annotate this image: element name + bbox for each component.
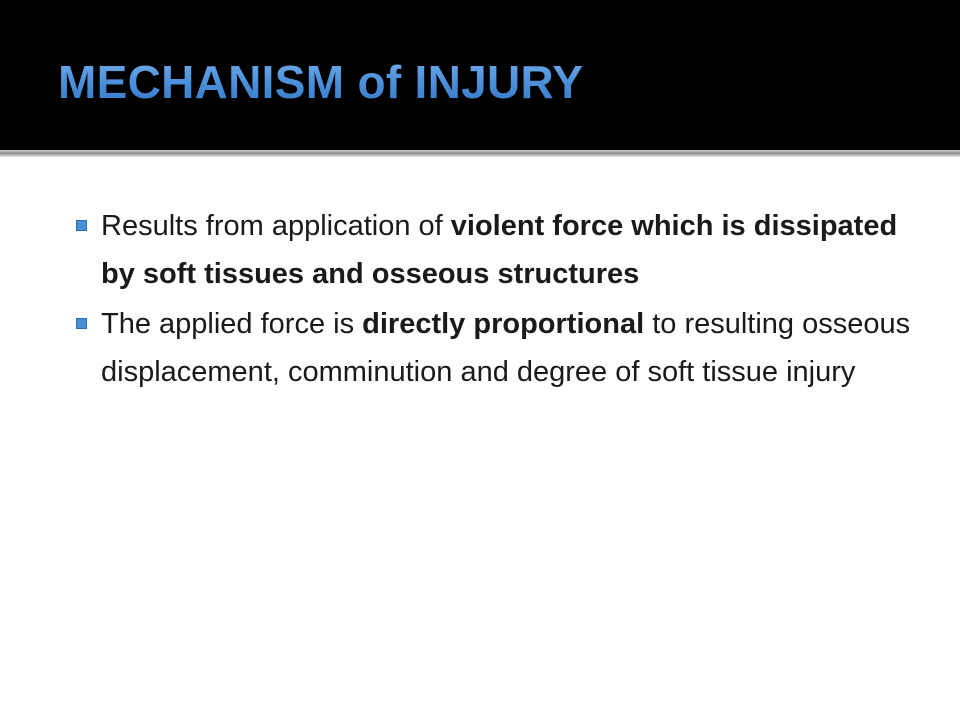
bullet-text bbox=[101, 308, 910, 388]
square-bullet-icon bbox=[76, 220, 87, 231]
bullet-text-emphasis: violent force which is dissipated by soft tissues and osseous structures bbox=[101, 210, 898, 290]
slide-title: MECHANISM of INJURY bbox=[58, 52, 583, 112]
bullet-list bbox=[76, 202, 916, 398]
bullet-text-segment: to resulting osseous displacement, comminution and degree of soft tissue injury bbox=[101, 308, 911, 388]
title-divider bbox=[0, 150, 960, 157]
bullet-text-segment: Results from application of bbox=[101, 210, 451, 242]
bullet-item bbox=[76, 300, 916, 396]
bullet-text bbox=[101, 210, 897, 290]
bullet-text-segment: The applied force is bbox=[101, 308, 363, 340]
square-bullet-icon bbox=[76, 318, 87, 329]
bullet-text-emphasis: directly proportional bbox=[362, 308, 645, 340]
bullet-item bbox=[76, 202, 916, 298]
